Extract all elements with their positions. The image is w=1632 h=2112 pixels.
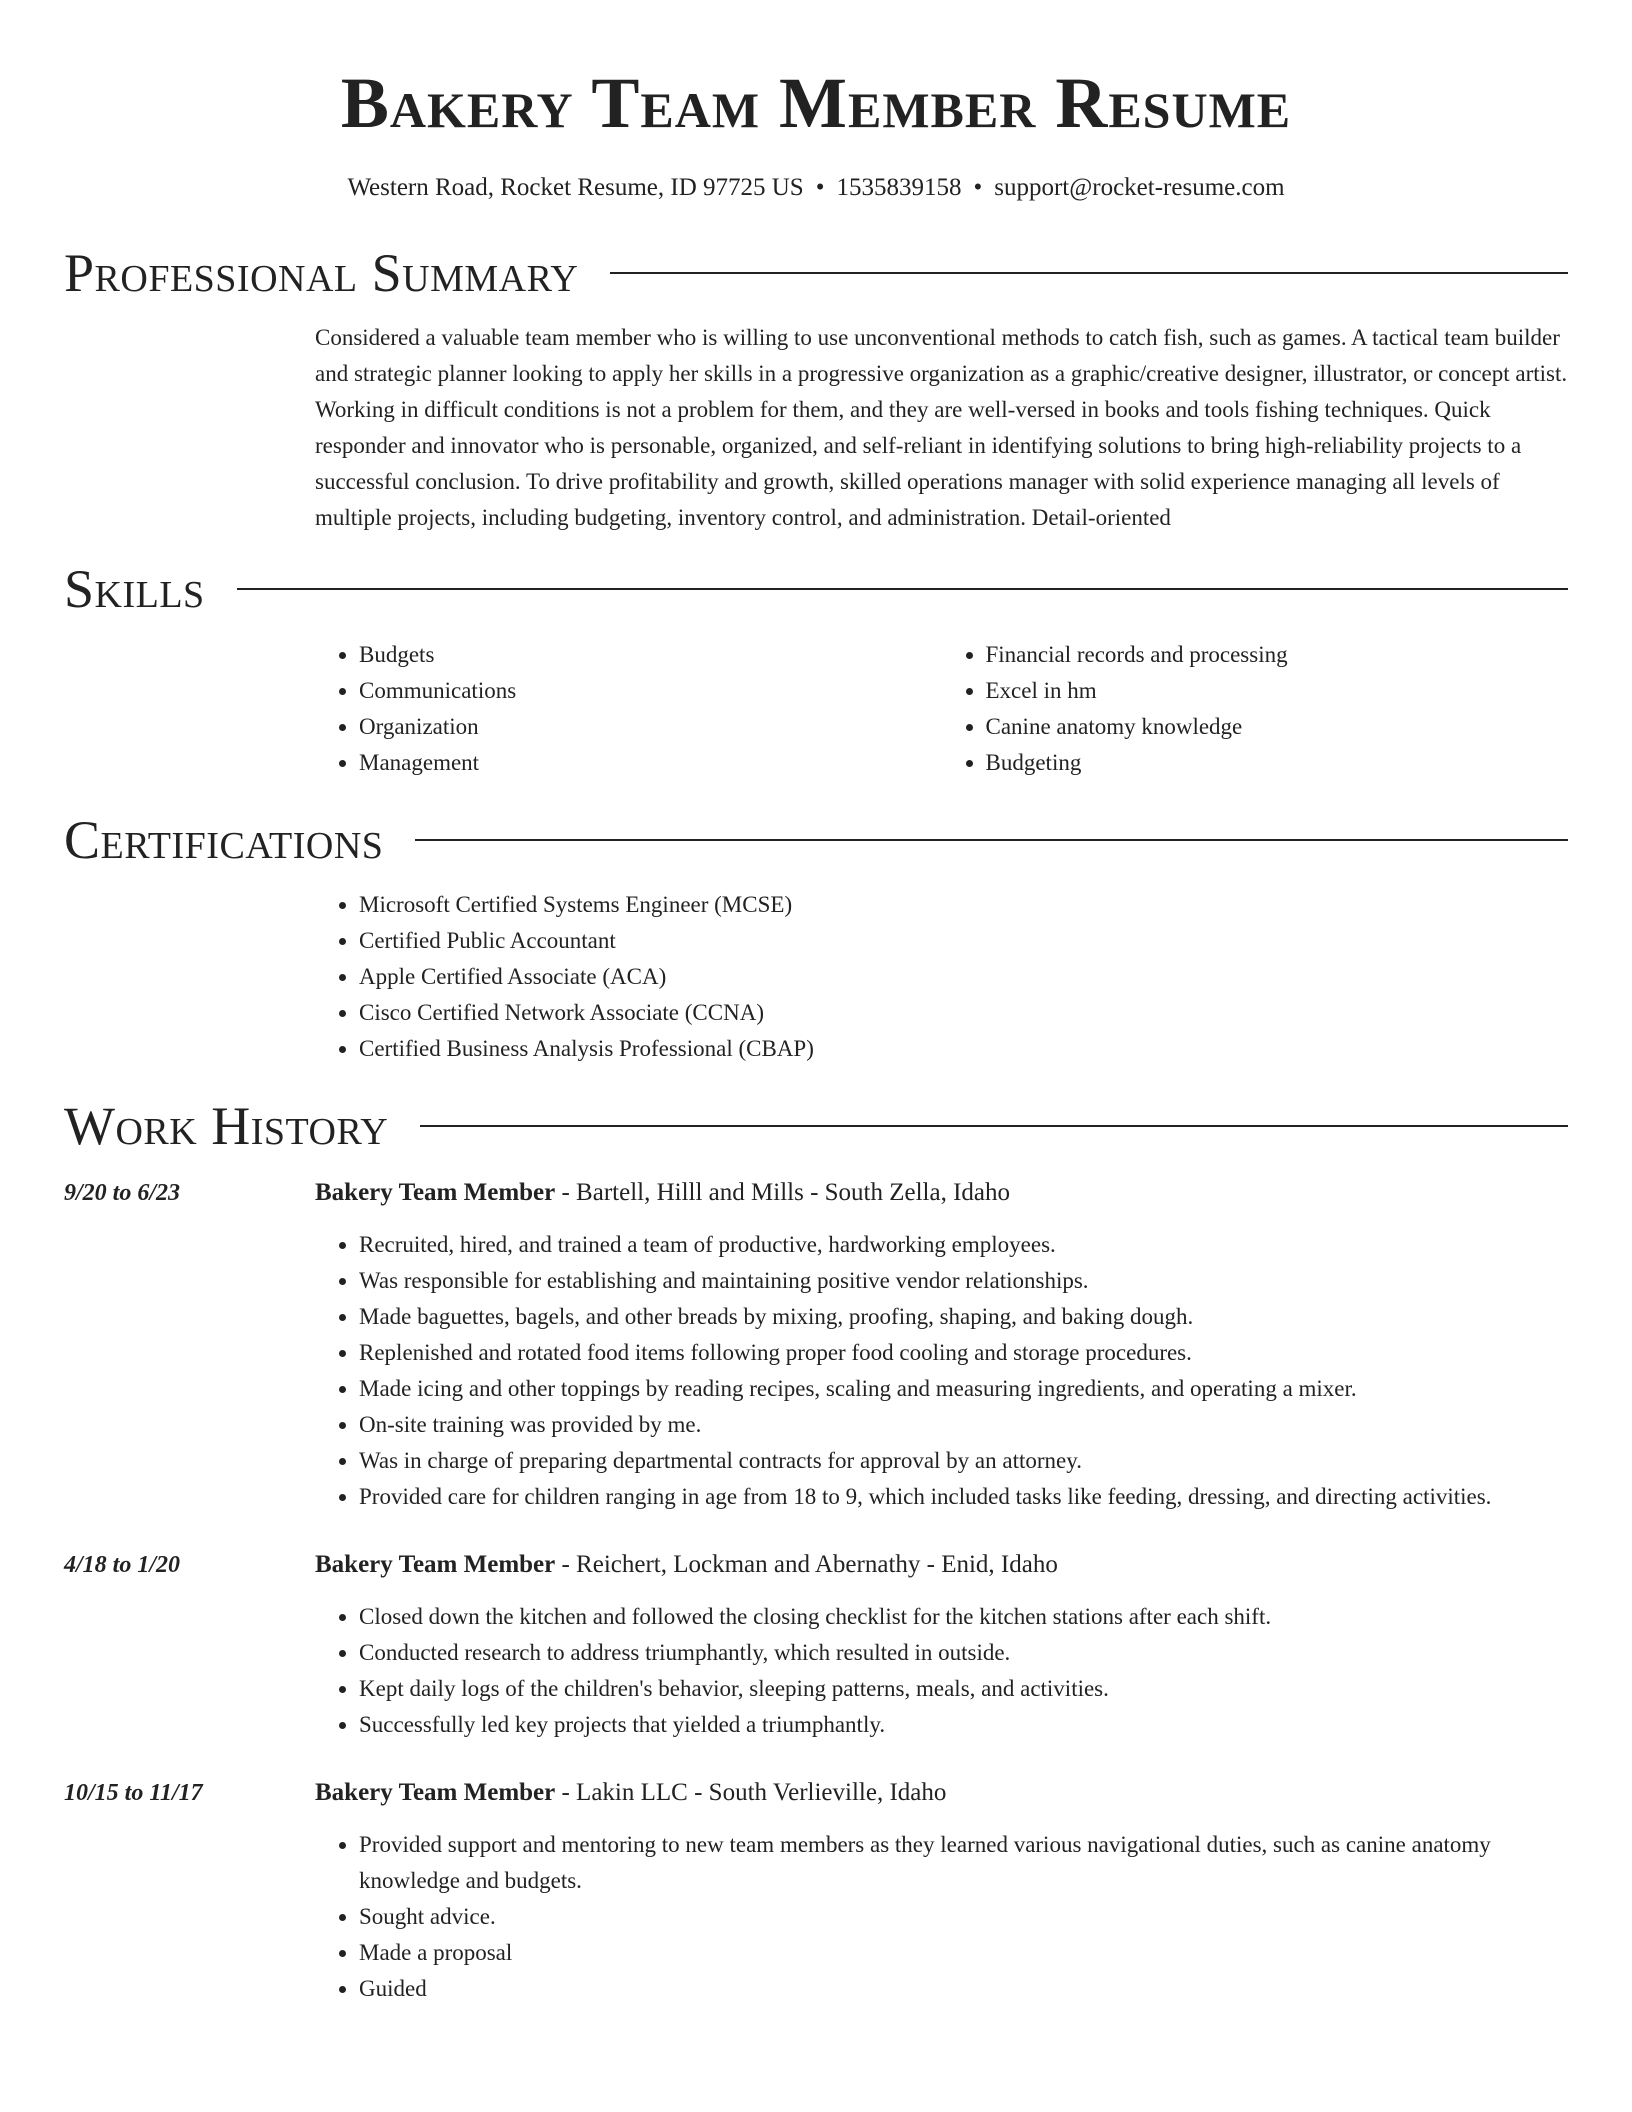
job-bullet: • Closed down the kitchen and followed the closing checklist for the kitchen stations after each shift.	[359, 1599, 1568, 1635]
certifications-list	[315, 887, 1568, 1067]
skills-list	[315, 637, 1568, 781]
job-bullet: • Made icing and other toppings by reading recipes, scaling and measuring ingredients, and operating a mixer.	[359, 1371, 1568, 1407]
job-title: Bakery Team Member	[315, 1179, 556, 1206]
certification-item: • Certified Public Accountant	[359, 923, 1568, 959]
resume-title: Bakery Team Member Resume	[340, 63, 1292, 143]
job-detail	[315, 1175, 1568, 1515]
job-entry	[64, 1175, 1568, 1515]
job-bullet: • Provided care for children ranging in age from 18 to 9, which included tasks like feeding, dressing, and directing activities.	[359, 1479, 1568, 1515]
job-bullet: • Recruited, hired, and trained a team of productive, hardworking employees.	[359, 1227, 1568, 1263]
summary-body	[315, 320, 1568, 536]
job-entry	[64, 1775, 1568, 2007]
job-bullet: • Made baguettes, bagels, and other breads by mixing, proofing, shaping, and baking dough.	[359, 1299, 1568, 1335]
contact-address: Western Road, Rocket Resume, ID 97725 US	[347, 174, 804, 201]
section-divider	[415, 839, 1568, 841]
skill-item: • Management	[359, 745, 942, 781]
skill-item: • Budgets	[359, 637, 942, 673]
contact-phone: 1535839158	[836, 174, 962, 201]
job-employer: - Reichert, Lockman and Abernathy - Enid, Idaho	[555, 1551, 1058, 1578]
job-role	[315, 1775, 1568, 1811]
certification-item: • Apple Certified Associate (ACA)	[359, 959, 1568, 995]
job-bullets	[315, 1599, 1568, 1743]
job-bullets	[315, 1227, 1568, 1515]
job-dates: 10/15 to 11/17	[64, 1780, 203, 1806]
job-bullet: • Was in charge of preparing departmental contracts for approval by an attorney.	[359, 1443, 1568, 1479]
contact-separator: •	[973, 174, 983, 201]
contact-separator: •	[815, 174, 825, 201]
job-role	[315, 1175, 1568, 1211]
certifications-section-header	[64, 805, 1568, 875]
job-entry	[64, 1547, 1568, 1743]
certification-item: • Cisco Certified Network Associate (CCNA)	[359, 995, 1568, 1031]
job-bullet: • Guided	[359, 1971, 1568, 2007]
contact-line	[64, 172, 1568, 204]
skill-item: • Financial records and processing	[986, 637, 1569, 673]
resume-page	[64, 0, 1568, 2007]
job-bullet: • Kept daily logs of the children's behavior, sleeping patterns, meals, and activities.	[359, 1671, 1568, 1707]
certifications-heading: Certifications	[64, 810, 384, 870]
job-detail	[315, 1547, 1568, 1743]
job-bullet: • Successfully led key projects that yielded a triumphantly.	[359, 1707, 1568, 1743]
skill-item: • Canine anatomy knowledge	[986, 709, 1569, 745]
job-bullets	[315, 1827, 1568, 2007]
skills-section-header	[64, 554, 1568, 624]
skills-right-column	[942, 637, 1569, 781]
job-employer: - Bartell, Hilll and Mills - South Zella, Idaho	[555, 1179, 1011, 1206]
job-bullet: • Was responsible for establishing and maintaining positive vendor relationships.	[359, 1263, 1568, 1299]
skill-item: • Communications	[359, 673, 942, 709]
job-bullet: • On-site training was provided by me.	[359, 1407, 1568, 1443]
section-divider	[237, 588, 1568, 590]
summary-section-header	[64, 238, 1568, 308]
job-bullet: • Conducted research to address triumphantly, which resulted in outside.	[359, 1635, 1568, 1671]
skills-left-column	[315, 637, 942, 781]
section-divider	[420, 1125, 1568, 1127]
job-bullet: • Replenished and rotated food items following proper food cooling and storage procedures.	[359, 1335, 1568, 1371]
job-detail	[315, 1775, 1568, 2007]
skills-heading: Skills	[64, 559, 205, 619]
contact-email: support@rocket-resume.com	[994, 174, 1285, 201]
summary-text: Considered a valuable team member who is willing to use unconventional methods to catch fish, such as games. A tactical team builder and strategic planner looking to apply her skills in a progressive organization as a graphic/creative designer, illustrator, or concept artist. Working in difficult conditions is not a problem for them, and they are well-versed in books and tools fishing techniques. Quick responder and innovator who is personable, organized, and self-reliant in identifying solutions to bring high-reliability projects to a successful conclusion. To drive profitability and growth, skilled operations manager with solid experience managing all levels of multiple projects, including budgeting, inventory control, and administration. Detail-oriented	[315, 325, 1568, 530]
job-bullet: • Provided support and mentoring to new team members as they learned various navigational duties, such as canine anatomy knowledge and budgets.	[359, 1827, 1568, 1899]
job-employer: - Lakin LLC - South Verlieville, Idaho	[555, 1779, 947, 1806]
work-heading: Work History	[64, 1096, 389, 1156]
section-divider	[610, 272, 1568, 274]
skill-item: • Excel in hm	[986, 673, 1569, 709]
skill-item: • Organization	[359, 709, 942, 745]
job-role	[315, 1547, 1568, 1583]
job-title: Bakery Team Member	[315, 1779, 556, 1806]
job-dates: 4/18 to 1/20	[64, 1552, 181, 1578]
job-title: Bakery Team Member	[315, 1551, 556, 1578]
skill-item: • Budgeting	[986, 745, 1569, 781]
job-bullet: • Sought advice.	[359, 1899, 1568, 1935]
summary-heading: Professional Summary	[64, 243, 579, 303]
certification-item: • Certified Business Analysis Professional (CBAP)	[359, 1031, 1568, 1067]
certification-item: • Microsoft Certified Systems Engineer (MCSE)	[359, 887, 1568, 923]
job-dates: 9/20 to 6/23	[64, 1180, 181, 1206]
job-bullet: • Made a proposal	[359, 1935, 1568, 1971]
work-section-header	[64, 1091, 1568, 1161]
